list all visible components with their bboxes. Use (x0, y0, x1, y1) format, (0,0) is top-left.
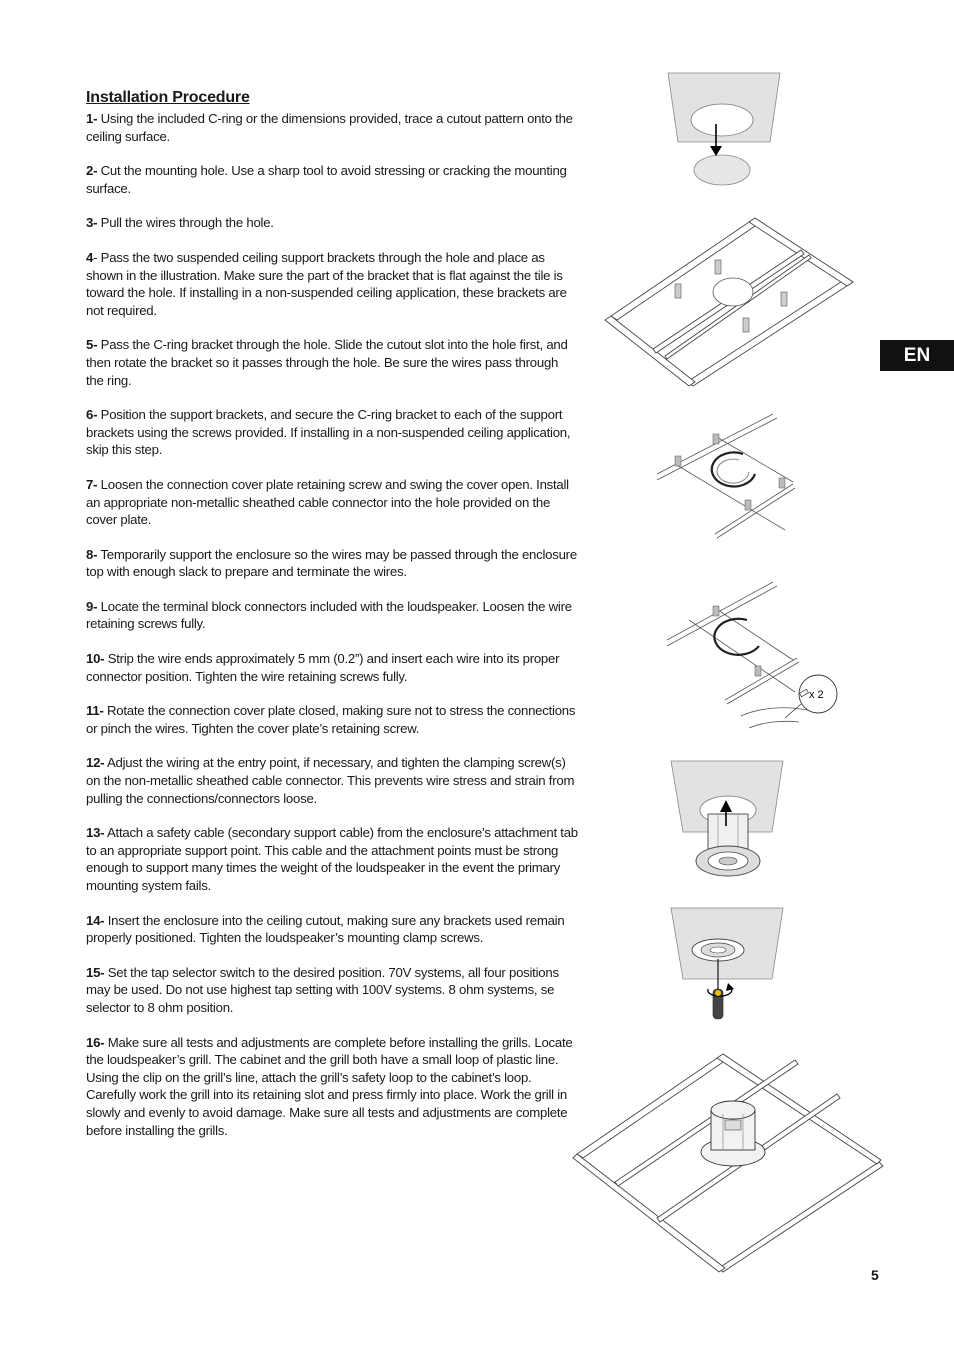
cutout-tile-illustration (660, 70, 785, 190)
installed-speaker-grid-illustration (575, 1050, 885, 1272)
step-14: 14- Insert the enclosure into the ceiling cutout, making sure any brackets used remain properly positioned. Tighten the loudspeaker’s mounting clamp screws. (86, 912, 565, 946)
c-ring-secured-illustration (665, 580, 845, 755)
step-12: 12- Adjust the wiring at the entry point, if necessary, and tighten the clamping screw(s) on the non-metallic sheathed cable connector. This prevents wire stress and strain from pulling the connections/connectors loose. (86, 755, 575, 806)
language-tab: EN (880, 340, 954, 371)
step-4: 4- Pass the two suspended ceiling support brackets through the hole and place as shown in the illustration. Make sure the part of the bracket that is flat against the tile is toward the hole. If installing in a non-suspended ceiling application, these brackets are not required. (86, 249, 567, 318)
c-ring-bracket-illustration (655, 412, 795, 537)
step-5: 5- Pass the C-ring bracket through the hole. Slide the cutout slot into the hole first, and then rotate the bracket so it passes through the hole. Be sure the wires pass through the ring. (86, 337, 568, 388)
page-number: 5 (871, 1267, 879, 1283)
step-15: 15- Set the tap selector switch to the desired position. 70V systems, all four positions may be used. Do not use highest tap setting with 100V systems. 8 ohm systems, se selector to 8 ohm position. (86, 964, 559, 1015)
step-2: 2- Cut the mounting hole. Use a sharp tool to avoid stressing or cracking the mounting surface. (86, 163, 567, 196)
step-10: 10- Strip the wire ends approximately 5 mm (0.2”) and insert each wire into its proper connector position. Tighten the wire retaining screws fully. (86, 651, 560, 684)
ceiling-grid-brackets-illustration (605, 212, 855, 387)
step-1: 1- Using the included C-ring or the dimensions provided, trace a cutout pattern onto the ceiling surface. (86, 111, 573, 144)
steps-list (86, 110, 578, 1139)
step-6: 6- Position the support brackets, and secure the C-ring bracket to each of the support brackets using the screws provided. If installing in a non-suspended ceiling application, skip this step. (86, 407, 571, 458)
step-16: 16- Make sure all tests and adjustments are complete before installing the grills. Locate the loudspeaker’s grill. The cabinet and the grill both have a small loop of plastic line. Using the clip on the grill’s line, attach the grill’s safety loop to the cabinet’s loop. Carefully work the grill into its retaining slot and press firmly into place. Work the grill in slowly and evenly to avoid damage. Make sure all tests and adjustments are complete before installing the grills. (86, 1034, 573, 1138)
section-heading: Installation Procedure (86, 89, 250, 106)
screw-count-label: x 2 (809, 689, 824, 701)
step-9: 9- Locate the terminal block connectors included with the loudspeaker. Loosen the wire retaining screws fully. (86, 598, 572, 632)
enclosure-insert-illustration (668, 758, 788, 883)
step-7: 7- Loosen the connection cover plate retaining screw and swing the cover open. Install an appropriate non-metallic sheathed cable connector into the hole provided on the cover plate. (86, 476, 569, 528)
step-13: 13- Attach a safety cable (secondary support cable) from the enclosure’s attachment tab to an appropriate support point. This cable and the attachment points must be strong enough to support many times the weight of the loudspeaker in the event the primary mounting system fails. (86, 825, 578, 893)
tighten-screws-illustration (668, 905, 788, 1030)
step-8: 8- Temporarily support the enclosure so the wires may be passed through the enclosure top with enough slack to prepare and terminate the wires. (86, 546, 577, 580)
step-3: 3- Pull the wires through the hole. (86, 215, 274, 231)
step-11: 11- Rotate the connection cover plate closed, making sure not to stress the connections or pinch the wires. Tighten the cover plate’s retaining screw. (86, 703, 576, 736)
